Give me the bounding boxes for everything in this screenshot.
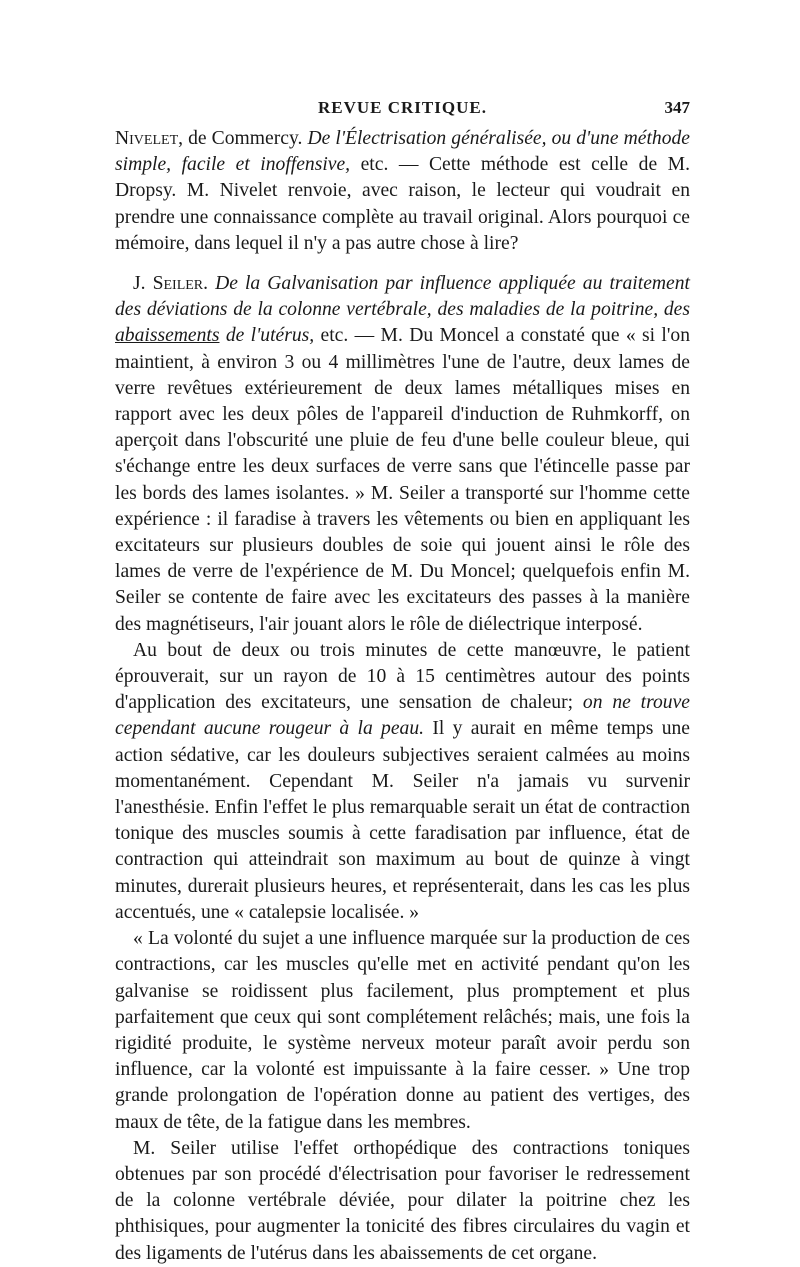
running-title: REVUE CRITIQUE.	[318, 98, 487, 117]
underlined-word: abaissements	[115, 325, 220, 347]
paragraph-orthopedie	[115, 1136, 690, 1267]
author-name: Seiler	[152, 273, 204, 295]
paragraph-text: etc. — M. Du Moncel a constaté que « si l'on maintient, à environ 3 ou 4 millimètres l'une de l'autre, deux lames de verre revêtues extérieurement de deux lames métalliques mises en rapport avec les deux pôles de l'appareil d'induction de Ruhmkorff, on aperçoit dans l'obscurité une pluie de feu d'une belle couleur bleue, qui s'échange entre les deux surfaces de verre sans que l'étincelle passe par les bords des lames isolantes. » M. Seiler a transporté sur l'homme cette expérience : il faradise à travers les vêtements ou bien en appliquant les excitateurs sur plusieurs doubles de soie qui jouent ainsi le rôle des lames de verre de l'expérience de M. Du Moncel; quelquefois enfin M. Seiler se contente de faire avec les excitateurs des passes à la manière des magnétiseurs, l'air jouant alors le rôle de diélectrique interposé.	[115, 325, 691, 635]
paragraph-text: .	[203, 273, 216, 295]
document-page	[115, 98, 690, 1267]
paragraph-nivelet	[115, 126, 690, 257]
paragraph-text: M. Seiler utilise l'effet orthopédique des contractions toniques obtenues par son procédé d'électrisation pour favoriser le redressement de la colonne vertébrale déviée, pour dilater la poitrine chez les phthisiques, pour augmenter la tonicité des fibres circulaires du vagin et des ligaments de l'utérus dans les abaissements de cet organe.	[115, 1137, 690, 1264]
work-title: De la Galvanisation par influence appliquée au traitement des déviations de la colonne vertébrale, des maladies de la poitrine, des	[115, 273, 690, 321]
paragraph-effects	[115, 638, 690, 926]
italic-remark: on ne trouve cependant aucune rougeur à la peau.	[115, 692, 690, 740]
paragraph-text: , de Commercy.	[178, 128, 308, 149]
paragraph-volonte	[115, 926, 690, 1136]
paragraph-text: Il y aurait en même temps une action sédative, car les douleurs subjectives seraient calmées au moins momentanément. Cependant M. Seiler n'a jamais vu survenir l'anesthésie. Enfin l'effet le plus remarquable serait un état de contraction tonique des muscles soumis à cette faradisation par influence, état de contraction qui atteindrait son maximum au bout de quinze à vingt minutes, durerait plusieurs heures, et représenterait, dans les cas les plus accentués, une « catalepsie localisée. »	[115, 718, 690, 923]
paragraph-seiler	[115, 271, 690, 638]
running-header	[115, 98, 690, 122]
work-title: De l'Électrisation généralisée, ou d'une méthode simple, facile et inoffensive,	[115, 128, 690, 176]
page-number: 347	[664, 98, 690, 117]
author-name: Nivelet	[115, 128, 179, 149]
paragraph-text: « La volonté du sujet a une influence marquée sur la production de ces contractions, car les muscles qu'elle met en activité pendant qu'on les galvanise se roidissent plus facilement, plus promptement et plus parfaitement que ceux qui sont complétement relâchés; mais, une fois la rigidité produite, le système nerveux moteur paraît avoir perdu son influence, car la volonté est impuissante à la faire cesser. » Une trop grande prolongation de l'opération donne au patient des vertiges, des maux de tête, de la fatigue dans les membres.	[115, 928, 690, 1133]
paragraph-text: Au bout de deux ou trois minutes de cette manœuvre, le patient éprouverait, sur un rayon de 10 à 15 centimètres autour des points d'application des excitateurs, une sensation de chaleur;	[115, 639, 690, 714]
author-initial: J.	[133, 273, 153, 295]
work-title-end: de l'utérus,	[219, 325, 315, 347]
paragraph-text: etc. — Cette méthode est celle de M. Dropsy. M. Nivelet renvoie, avec raison, le lecteur qui voudrait en prendre une connaissance complète au travail original. Alors pourquoi ce mémoire, dans lequel il n'y a pas autre chose à lire?	[115, 154, 690, 254]
